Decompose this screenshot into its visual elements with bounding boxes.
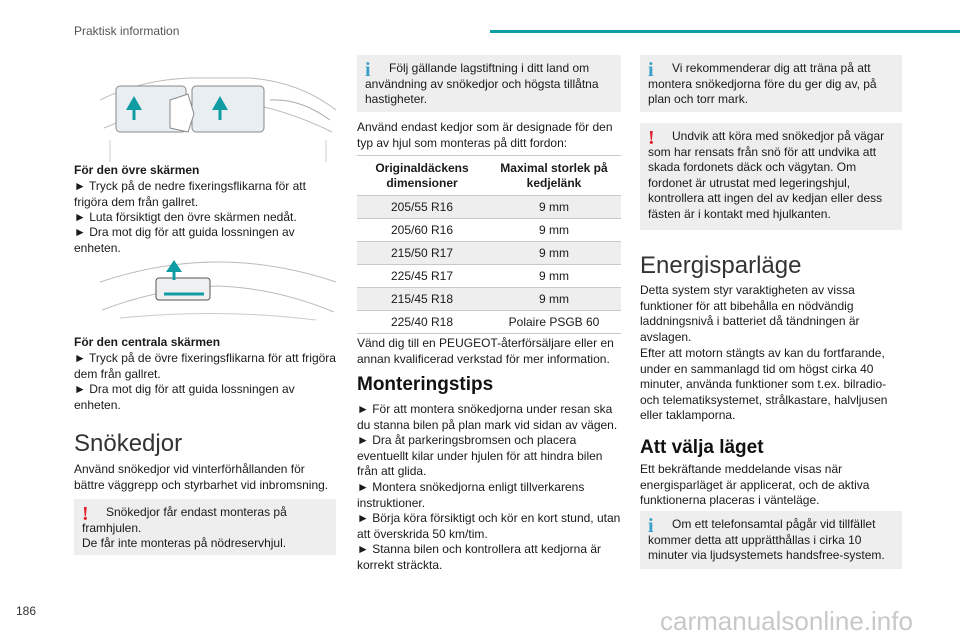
upper-screen-step-3: ► Dra mot dig för att guida lossningen av enheten.: [74, 225, 295, 255]
table-row: [357, 219, 621, 242]
table-cell: 9 mm: [487, 265, 621, 288]
cleared-roads-warning: [640, 123, 902, 230]
table-cell: 215/45 R18: [357, 288, 487, 311]
mode-heading: Att välja läget: [640, 437, 764, 458]
info-icon: i: [365, 59, 371, 81]
central-screen-title: För den centrala skärmen: [74, 335, 221, 349]
warning-icon: !: [648, 127, 655, 149]
tip-1: ► För att montera snökedjorna under resan ska du stanna bilen på plan mark vid sidan av vägen.: [357, 402, 618, 432]
tip-2: ► Dra åt parkeringsbromsen och placera eventuellt kilar under hjulen för att hindra bilen från att glida.: [357, 433, 603, 479]
info-icon: i: [648, 59, 654, 81]
table-cell: Polaire PSGB 60: [487, 311, 621, 334]
energy-heading: Energisparläge: [640, 252, 802, 279]
upper-screen-step-2: ► Luta försiktigt den övre skärmen nedåt.: [74, 210, 297, 224]
tip-5: ► Stanna bilen och kontrollera att kedjorna är korrekt sträckta.: [357, 542, 602, 572]
table-row: [357, 196, 621, 219]
table-row: [357, 265, 621, 288]
energy-text-1: Detta system styr varaktigheten av vissa funktioner för att bibehålla en nödvändig laddningsnivå i batteriet då tändningen är avslagen.: [640, 283, 860, 344]
phone-call-info-note: [640, 511, 902, 569]
legislation-info-text: Följ gällande lagstiftning i ditt land om användning av snökedjor och högsta tillåtna hastigheter.: [365, 61, 599, 107]
mode-text: Ett bekräftande meddelande visas när energisparläget är applicerat, och de aktiva funktionerna placeras i vänteläge.: [640, 462, 870, 508]
central-screen-illustration: [100, 258, 336, 330]
table-header-tire: Originaldäckens dimensioner: [357, 156, 487, 196]
chains-intro: Använd endast kedjor som är designade för den typ av hjul som monteras på ditt fordon:: [357, 120, 613, 150]
table-cell: 9 mm: [487, 288, 621, 311]
upper-screen-title: För den övre skärmen: [74, 163, 200, 177]
snow-chains-heading: Snökedjor: [74, 430, 183, 457]
table-cell: 225/45 R17: [357, 265, 487, 288]
page-number: 186: [16, 604, 37, 618]
table-cell: 205/55 R16: [357, 196, 487, 219]
practice-info-note: [640, 55, 902, 112]
tips-heading: Monteringstips: [357, 374, 494, 395]
table-cell: 215/50 R17: [357, 242, 487, 265]
phone-call-info-text: Om ett telefonsamtal pågår vid tillfället kommer detta att upprätthållas i cirka 10 minuter via ljudsystemets handsfree-system.: [648, 517, 885, 563]
table-cell: 9 mm: [487, 219, 621, 242]
practice-info-text: Vi rekommenderar dig att träna på att montera snökedjorna före du ger dig av, på plan och torr mark.: [648, 61, 877, 107]
snow-chains-warning-line-1: Snökedjor får endast monteras på framhjulen.: [82, 505, 287, 535]
info-icon: i: [648, 515, 654, 537]
upper-screen-step-1: ► Tryck på de nedre fixeringsflikarna för att frigöra dem från gallret.: [74, 179, 306, 209]
table-cell: 9 mm: [487, 242, 621, 265]
table-header-chain: Maximal storlek på kedjelänk: [487, 156, 621, 196]
watermark: carmanualsonline.info: [660, 606, 913, 636]
table-row: [357, 288, 621, 311]
table-cell: 225/40 R18: [357, 311, 487, 334]
upper-screen-illustration: [100, 70, 336, 162]
table-cell: 9 mm: [487, 196, 621, 219]
chain-size-table: [357, 155, 621, 334]
snow-chains-warning: [74, 499, 336, 555]
cleared-roads-warning-text: Undvik att köra med snökedjor på vägar som har rensats från snö för att undvika att skada fordonets däck och vägytan. Om fordonet är utrustat med legeringshjul, kontrollera att ingen del av kedjan eller dess fästen är i kontakt med hjulkanten.: [648, 129, 885, 221]
central-screen-step-2: ► Dra mot dig för att guida lossningen av enheten.: [74, 382, 295, 412]
snow-chains-intro: Använd snökedjor vid vinterförhållanden för bättre väggrepp och styrbarhet vid inbromsning.: [74, 462, 329, 492]
header-accent-bar: [490, 30, 960, 33]
snow-chains-warning-line-2: De får inte monteras på nödreservhjul.: [82, 536, 287, 551]
dealer-text: Vänd dig till en PEUGEOT-återförsäljare eller en annan kvalificerad verkstad för mer information.: [357, 336, 614, 366]
central-screen-step-1: ► Tryck på de övre fixeringsflikarna för att frigöra dem från gallret.: [74, 351, 336, 381]
warning-icon: !: [82, 503, 89, 525]
section-title: Praktisk information: [74, 24, 180, 38]
energy-text-2: Efter att motorn stängts av kan du fortfarande, under en sammanlagd tid om högst cirka 40 minuter, använda funktioner som t.ex. bilradio- och telematiksystemet, strålkastare, halvljusen eller taklamporna.: [640, 346, 888, 423]
table-cell: 205/60 R16: [357, 219, 487, 242]
table-row: [357, 242, 621, 265]
table-row: [357, 311, 621, 334]
table-header-row: [357, 156, 621, 196]
tip-4: ► Börja köra försiktigt och kör en kort stund, utan att överskrida 50 km/tim.: [357, 511, 621, 541]
legislation-info-note: [357, 55, 621, 112]
tip-3: ► Montera snökedjorna enligt tillverkarens instruktioner.: [357, 480, 585, 510]
